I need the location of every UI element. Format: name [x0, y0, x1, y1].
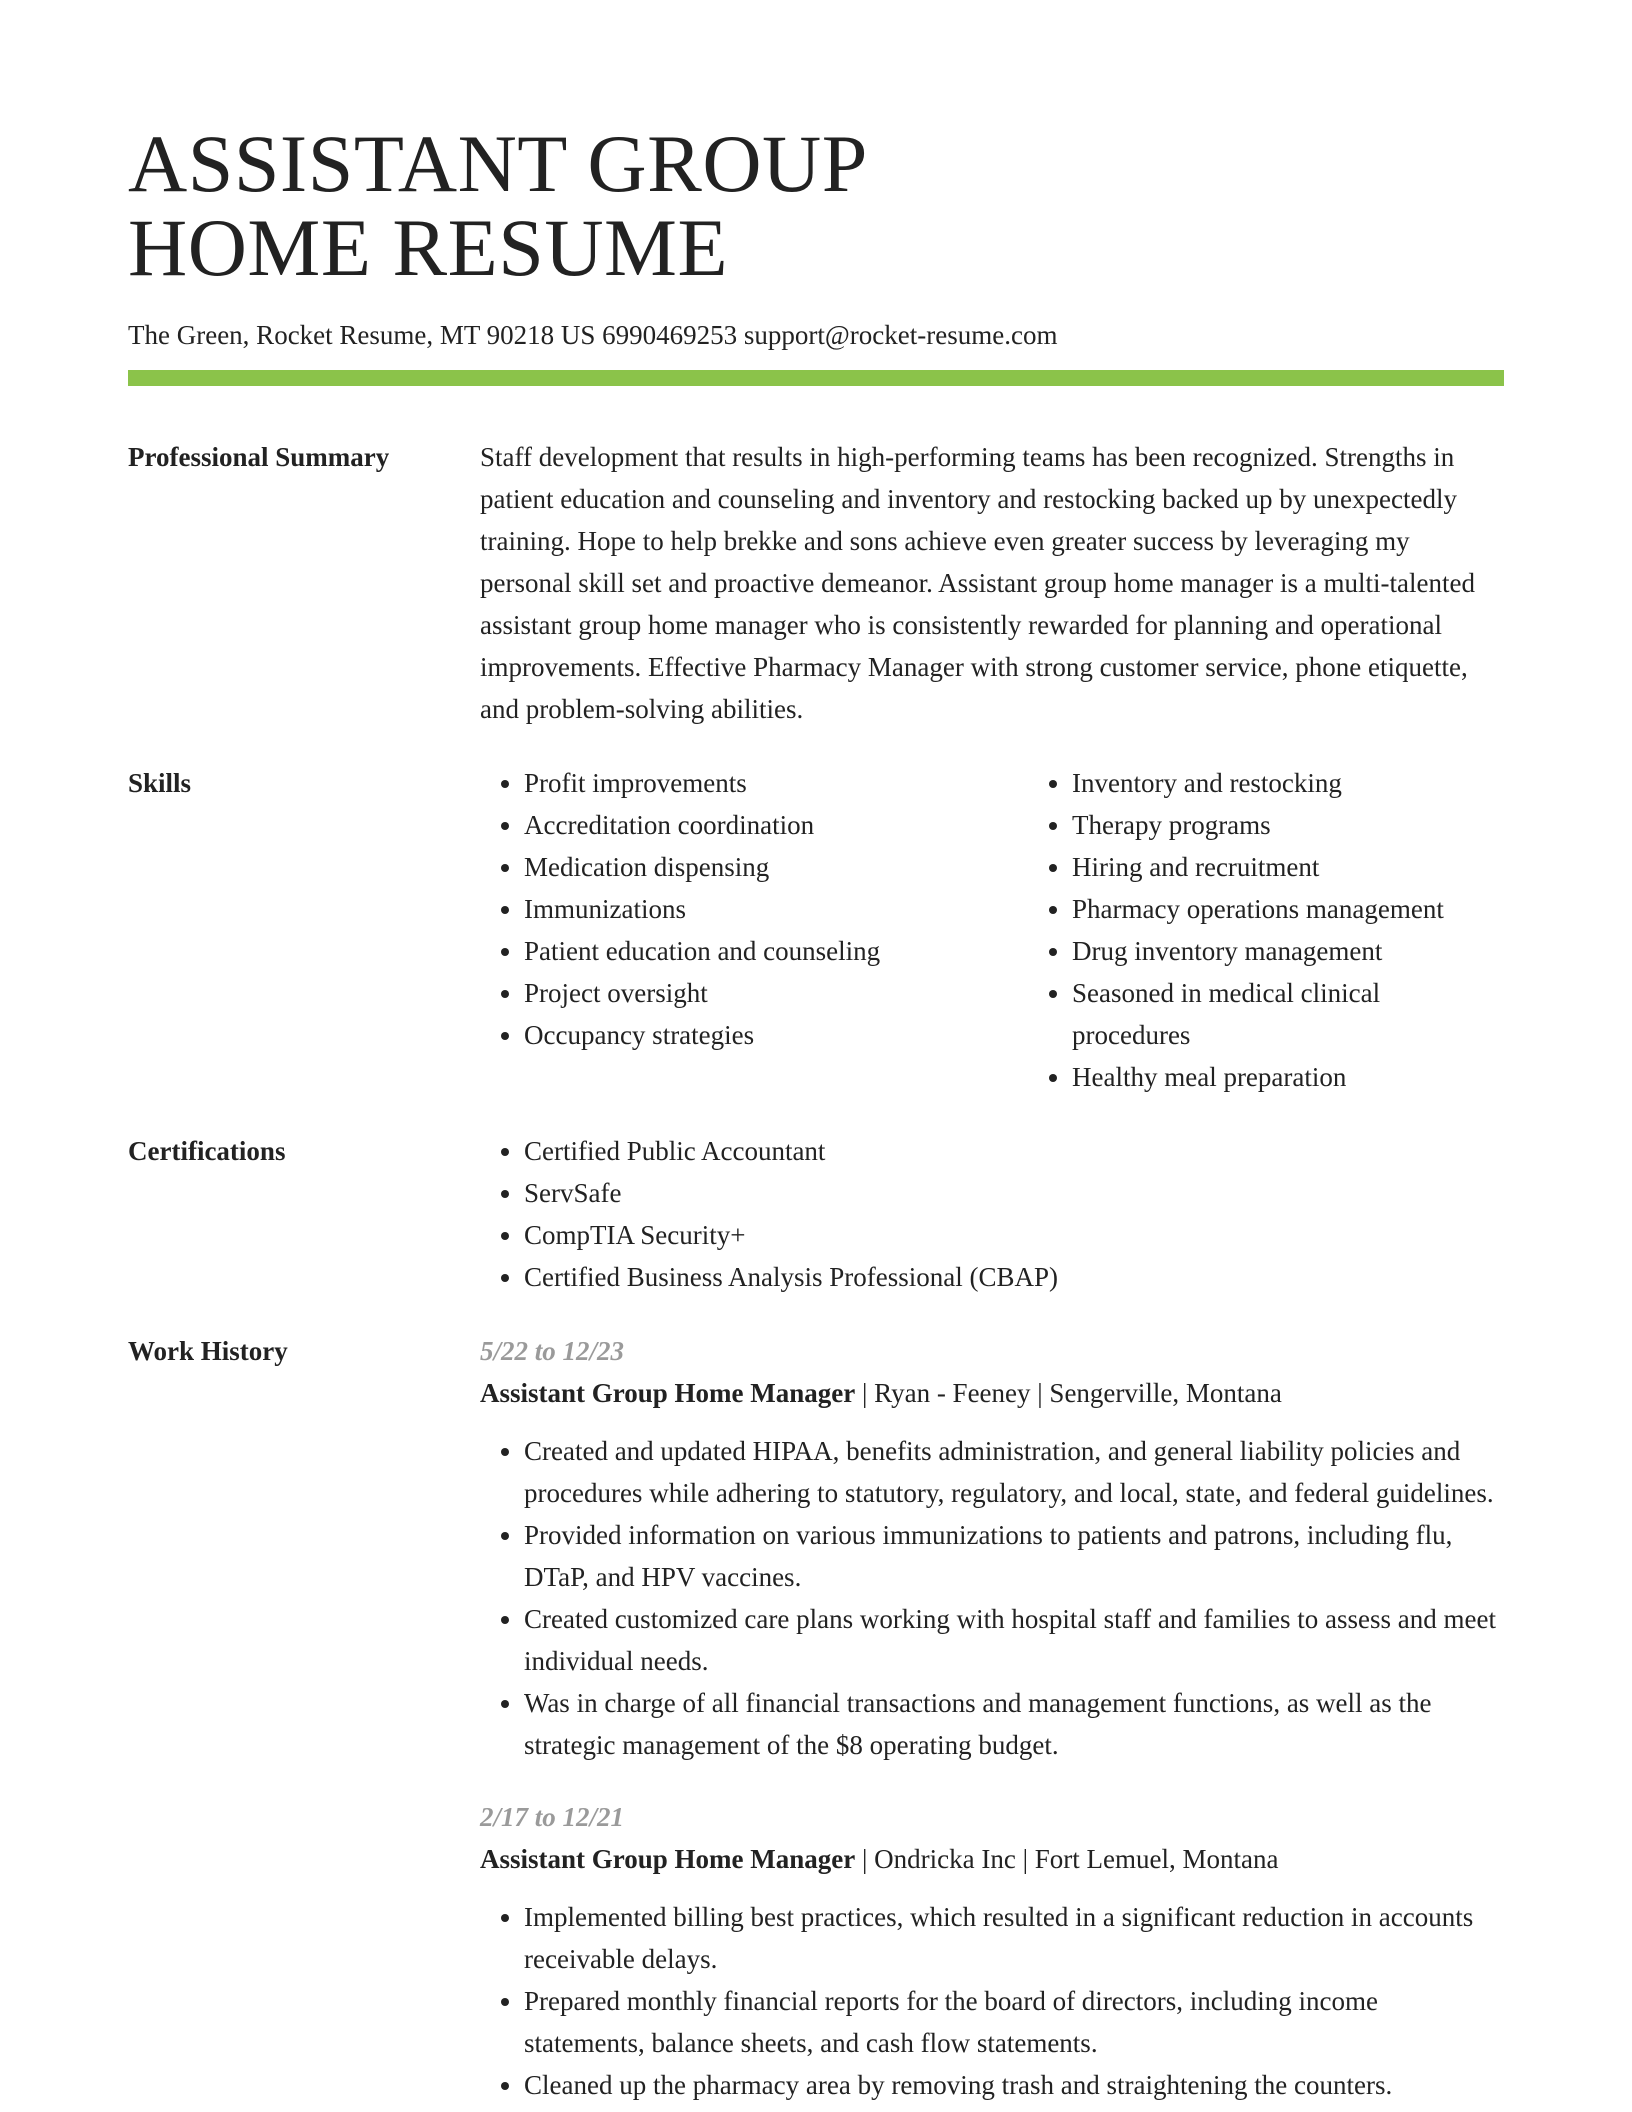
job-dates: 2/17 to 12/21: [480, 1802, 625, 1832]
summary-text: Staff development that results in high-performing teams has been recognized. Strengths in patient education and counseling and inventory and restocking backed up by unexpectedly training. Hope to help brekke and sons achieve even greater success by leveraging my personal skill set and proactive demeanor. Assistant group home manager is a multi-talented assistant group home manager who is consistently rewarded for planning and operational improvements. Effective Pharmacy Manager with strong customer service, phone etiquette, and problem-solving abilities.: [480, 442, 1475, 724]
skill-item: • Patient education and counseling: [524, 930, 1028, 972]
job-entry: [480, 1330, 1504, 1766]
job-bullet: • Was in charge of all financial transactions and management functions, as well as the strategic management of the $8 operating budget.: [524, 1682, 1504, 1766]
skill-item: • Profit improvements: [524, 762, 1028, 804]
job-bullet: • Cleaned up the pharmacy area by removing trash and straightening the counters.: [524, 2064, 1504, 2106]
accent-divider: [128, 370, 1504, 386]
job-entry: [480, 1796, 1504, 2106]
job-header: [480, 1838, 1504, 1880]
summary-label: Professional Summary: [128, 442, 390, 472]
resume-title-line2: HOME RESUME: [128, 202, 729, 293]
job-employer-location: | Ondricka Inc | Fort Lemuel, Montana: [855, 1844, 1279, 1874]
skills-grid: [480, 762, 1504, 1098]
job-title: Assistant Group Home Manager: [480, 1844, 856, 1874]
certification-item: • Certified Public Accountant: [524, 1130, 1504, 1172]
skill-item: • Accreditation coordination: [524, 804, 1028, 846]
skill-item: • Healthy meal preparation: [1072, 1056, 1504, 1098]
job-dates: 5/22 to 12/23: [480, 1336, 625, 1366]
skill-item: • Project oversight: [524, 972, 1028, 1014]
skills-body: [480, 762, 1504, 1098]
skill-item: • Occupancy strategies: [524, 1014, 1028, 1056]
job-header: [480, 1372, 1504, 1414]
resume-title-line1: ASSISTANT GROUP: [128, 118, 868, 209]
skills-list-right: [1028, 762, 1504, 1098]
job-bullet: • Provided information on various immunizations to patients and patrons, including flu, DTaP, and HPV vaccines.: [524, 1514, 1504, 1598]
certifications-body: [480, 1130, 1504, 1298]
job-bullet: • Created customized care plans working with hospital staff and families to assess and meet individual needs.: [524, 1598, 1504, 1682]
job-bullet: • Created and updated HIPAA, benefits administration, and general liability policies and procedures while adhering to statutory, regulatory, and local, state, and federal guidelines.: [524, 1430, 1504, 1514]
summary-section: [128, 436, 1504, 730]
skill-item: • Pharmacy operations management: [1072, 888, 1504, 930]
skill-item: • Seasoned in medical clinical procedures: [1072, 972, 1504, 1056]
skills-section: [128, 762, 1504, 1098]
skills-label: Skills: [128, 768, 192, 798]
skills-list-left: [480, 762, 1028, 1098]
job-bullet: • Prepared monthly financial reports for the board of directors, including income statements, balance sheets, and cash flow statements.: [524, 1980, 1504, 2064]
certifications-label: Certifications: [128, 1136, 286, 1166]
certification-item: • ServSafe: [524, 1172, 1504, 1214]
job-bullet: • Implemented billing best practices, which resulted in a significant reduction in accounts receivable delays.: [524, 1896, 1504, 1980]
skill-item: • Inventory and restocking: [1072, 762, 1504, 804]
skill-item: • Therapy programs: [1072, 804, 1504, 846]
work-history-body: [480, 1330, 1504, 2106]
skill-item: • Immunizations: [524, 888, 1028, 930]
job-bullets: [480, 1430, 1504, 1766]
certifications-section: [128, 1130, 1504, 1298]
skill-item: • Drug inventory management: [1072, 930, 1504, 972]
job-bullets: [480, 1896, 1504, 2106]
skill-item: • Hiring and recruitment: [1072, 846, 1504, 888]
skill-item: • Medication dispensing: [524, 846, 1028, 888]
certification-item: • CompTIA Security+: [524, 1214, 1504, 1256]
job-employer-location: | Ryan - Feeney | Sengerville, Montana: [855, 1378, 1282, 1408]
certifications-list: [480, 1130, 1504, 1298]
work-history-label: Work History: [128, 1336, 288, 1366]
job-title: Assistant Group Home Manager: [480, 1378, 856, 1408]
contact-info: The Green, Rocket Resume, MT 90218 US 6990469253 support@rocket-resume.com: [128, 320, 1058, 350]
work-history-section: [128, 1330, 1504, 2106]
resume-title: [128, 118, 1128, 293]
certification-item: • Certified Business Analysis Professional (CBAP): [524, 1256, 1504, 1298]
